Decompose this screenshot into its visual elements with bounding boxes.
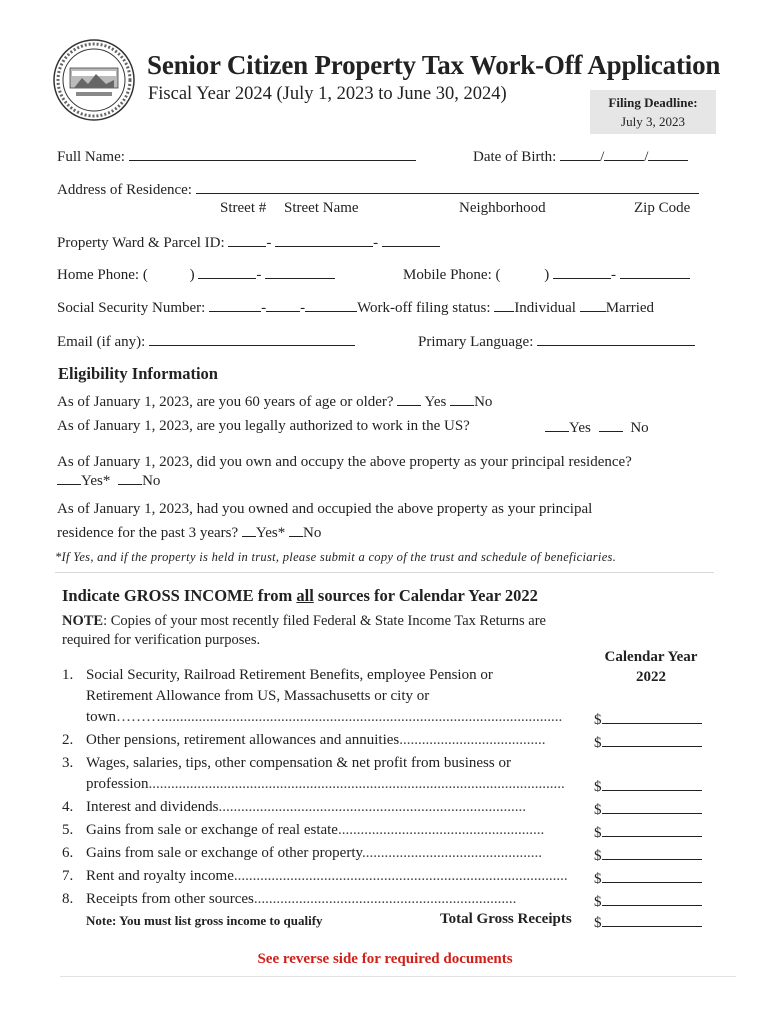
three-year-question-row (57, 522, 321, 542)
dob-month-field[interactable] (560, 146, 600, 161)
item-text: Rent and royalty income (86, 868, 234, 884)
deadline-label: Filing Deadline: (608, 95, 698, 110)
three-year-question-line1: As of January 1, 2023, had you owned and occupied the above property as your principal (57, 501, 593, 517)
email-field[interactable] (149, 331, 355, 346)
income-item-3-line2: profession............................................................................................................... (86, 776, 565, 792)
ssn-label: Social Security Number: (57, 300, 206, 316)
eligibility-heading: Eligibility Information (58, 364, 218, 383)
item-text: Other pensions, retirement allowances and annuities (86, 732, 400, 748)
income-heading-pre: Indicate GROSS INCOME from (62, 586, 297, 605)
income-item-2: 2. Other pensions, retirement allowances and annuities....................................... (62, 732, 546, 748)
individual-checkbox[interactable] (494, 297, 514, 312)
qualify-note: Note: You must list gross income to qualify (86, 913, 323, 928)
dollar-sign: $ (594, 871, 602, 887)
income-note (62, 612, 582, 650)
home-phone-row: Home Phone: ( ) - (57, 264, 335, 284)
income-item-1-line2: Retirement Allowance from US, Massachusetts or city or (86, 688, 430, 704)
item-text: Social Security, Railroad Retirement Benefits, employee Pension or (86, 667, 493, 683)
item-number: 6. (62, 845, 74, 861)
ssn-row: Social Security Number: - - Work-off filing status: Individual Married (57, 297, 654, 317)
home-phone-label: Home Phone: ( (57, 267, 148, 283)
income-item-3-line1 (62, 755, 511, 772)
income-heading (62, 586, 538, 606)
occupancy-question: As of January 1, 2023, did you own and occupy the above property as your principal residence? (57, 454, 632, 470)
dollar-sign: $ (594, 712, 602, 728)
age-yes-label: Yes (424, 394, 447, 410)
dob-day-field[interactable] (604, 146, 644, 161)
item-text: Gains from sale or exchange of real estate (86, 822, 338, 838)
email-row (57, 331, 355, 351)
income-item-7: 7. Rent and royalty income......................................................................................... (62, 868, 568, 884)
income-item-6: 6. Gains from sale or exchange of other property................................................ (62, 845, 543, 861)
address-label: Address of Residence: (57, 182, 192, 198)
age-no-checkbox[interactable] (450, 391, 474, 406)
item-number: 1. (62, 667, 74, 683)
parcel-field-1[interactable] (275, 232, 373, 247)
ssn-field-1[interactable] (209, 297, 261, 312)
amount-field-1[interactable] (594, 709, 702, 729)
form-subtitle: Fiscal Year 2024 (July 1, 2023 to June 30, 2024) (148, 84, 507, 104)
three-year-no-label: No (303, 525, 322, 541)
ward-field[interactable] (228, 232, 266, 247)
deadline-date: July 3, 2023 (621, 114, 685, 129)
amount-field-7[interactable] (594, 868, 702, 888)
item-number: 2. (62, 732, 74, 748)
income-item-1-line3: town………........................................................................................................... (86, 709, 563, 725)
married-checkbox[interactable] (580, 297, 606, 312)
amount-field-2[interactable] (594, 732, 702, 752)
occupancy-answers (57, 473, 160, 490)
income-heading-post: sources for Calendar Year 2022 (313, 586, 538, 605)
filing-deadline-box (590, 90, 716, 134)
age-yes-checkbox[interactable] (397, 391, 421, 406)
neighborhood-caption: Neighborhood (459, 200, 546, 216)
form-title: Senior Citizen Property Tax Work-Off Application (147, 50, 721, 80)
occupancy-yes-checkbox[interactable] (57, 476, 81, 485)
home-phone-prefix-field[interactable] (198, 264, 256, 279)
dollar-sign: $ (594, 915, 602, 931)
age-question-row (57, 391, 492, 411)
ssn-field-2[interactable] (266, 297, 300, 312)
work-auth-question: As of January 1, 2023, are you legally authorized to work in the US? (57, 418, 470, 434)
street-name-caption: Street Name (284, 200, 359, 216)
calendar-year-column-header: Calendar Year 2022 (604, 649, 698, 685)
email-label: Email (if any): (57, 334, 146, 350)
individual-label: Individual (514, 300, 576, 316)
amount-field-4[interactable] (594, 799, 702, 819)
occupancy-no-checkbox[interactable] (118, 476, 142, 485)
item-text: Interest and dividends (86, 799, 219, 815)
occupancy-yes-label: Yes* (81, 473, 111, 489)
item-number: 3. (62, 755, 74, 771)
mobile-phone-label: Mobile Phone: ( (403, 267, 501, 283)
ward-parcel-label: Property Ward & Parcel ID: (57, 235, 225, 251)
city-seal-logo (52, 38, 136, 122)
work-auth-yes-checkbox[interactable] (545, 417, 569, 432)
age-question: As of January 1, 2023, are you 60 years of age or older? (57, 394, 394, 410)
three-year-no-checkbox[interactable] (289, 522, 303, 537)
amount-field-8[interactable] (594, 891, 702, 911)
ssn-field-3[interactable] (305, 297, 357, 312)
item-text: Wages, salaries, tips, other compensation & net profit from business or (86, 755, 511, 771)
three-year-yes-label: Yes* (255, 525, 286, 541)
income-heading-all: all (296, 586, 314, 605)
work-auth-yes-label: Yes (569, 420, 591, 436)
address-row (57, 179, 699, 199)
item-text: profession (86, 776, 149, 792)
dollar-sign: $ (594, 894, 602, 910)
mobile-phone-number-field[interactable] (620, 264, 690, 279)
income-note-label: NOTE (62, 613, 104, 629)
item-text: town (86, 709, 116, 725)
trust-footnote: *If Yes, and if the property is held in trust, please submit a copy of the trust and schedule of beneficiaries. (55, 550, 617, 564)
work-auth-no-label: No (630, 420, 649, 436)
dob-row: Date of Birth: / / (473, 146, 688, 166)
zip-code-caption: Zip Code (634, 200, 691, 216)
occupancy-no-label: No (142, 473, 161, 489)
full-name-row (57, 146, 416, 166)
amount-field-5[interactable] (594, 822, 702, 842)
amount-field-3[interactable] (594, 776, 702, 796)
language-label: Primary Language: (418, 334, 534, 350)
full-name-label: Full Name: (57, 149, 125, 165)
full-name-field[interactable] (129, 146, 416, 161)
income-item-1-line1 (62, 667, 493, 684)
mobile-phone-prefix-field[interactable] (553, 264, 611, 279)
dollar-sign: $ (594, 802, 602, 818)
address-field[interactable] (196, 179, 699, 194)
item-number: 8. (62, 891, 74, 907)
dollar-sign: $ (594, 735, 602, 751)
three-year-yes-checkbox[interactable] (242, 522, 256, 537)
total-amount-field[interactable] (594, 912, 702, 932)
bottom-rule (60, 976, 736, 977)
ward-parcel-row: Property Ward & Parcel ID: - - (57, 232, 440, 252)
dob-label: Date of Birth: (473, 149, 557, 165)
married-label: Married (605, 300, 655, 316)
filing-status-label: Work-off filing status: (357, 300, 491, 316)
dollar-sign: $ (594, 825, 602, 841)
mobile-phone-row: Mobile Phone: ( ) - (403, 264, 690, 284)
income-note-text: : Copies of your most recently filed Federal & State Income Tax Returns are required for verification purposes. (62, 613, 546, 648)
language-field[interactable] (537, 331, 695, 346)
section-divider (55, 572, 714, 573)
income-item-4: 4. Interest and dividends.................................................................................. (62, 799, 526, 815)
dollar-sign: $ (594, 848, 602, 864)
street-number-caption: Street # (220, 200, 267, 216)
parcel-field-2[interactable] (382, 232, 440, 247)
item-text: Receipts from other sources (86, 891, 254, 907)
work-auth-no-checkbox[interactable] (599, 417, 623, 432)
item-number: 4. (62, 799, 74, 815)
income-item-8: 8. Receipts from other sources...................................................................... (62, 891, 517, 907)
language-row (418, 331, 695, 351)
item-number: 5. (62, 822, 74, 838)
income-item-5: 5. Gains from sale or exchange of real estate....................................................... (62, 822, 545, 838)
home-phone-number-field[interactable] (265, 264, 335, 279)
amount-field-6[interactable] (594, 845, 702, 865)
total-gross-receipts-label: Total Gross Receipts (440, 911, 572, 927)
three-year-question-line2: residence for the past 3 years? (57, 525, 239, 541)
dob-year-field[interactable] (648, 146, 688, 161)
age-no-label: No (474, 394, 493, 410)
dollar-sign: $ (594, 779, 602, 795)
item-text: Gains from sale or exchange of other property (86, 845, 363, 861)
item-number: 7. (62, 868, 74, 884)
reverse-side-note: See reverse side for required documents (257, 951, 513, 967)
work-auth-answers (545, 417, 649, 437)
